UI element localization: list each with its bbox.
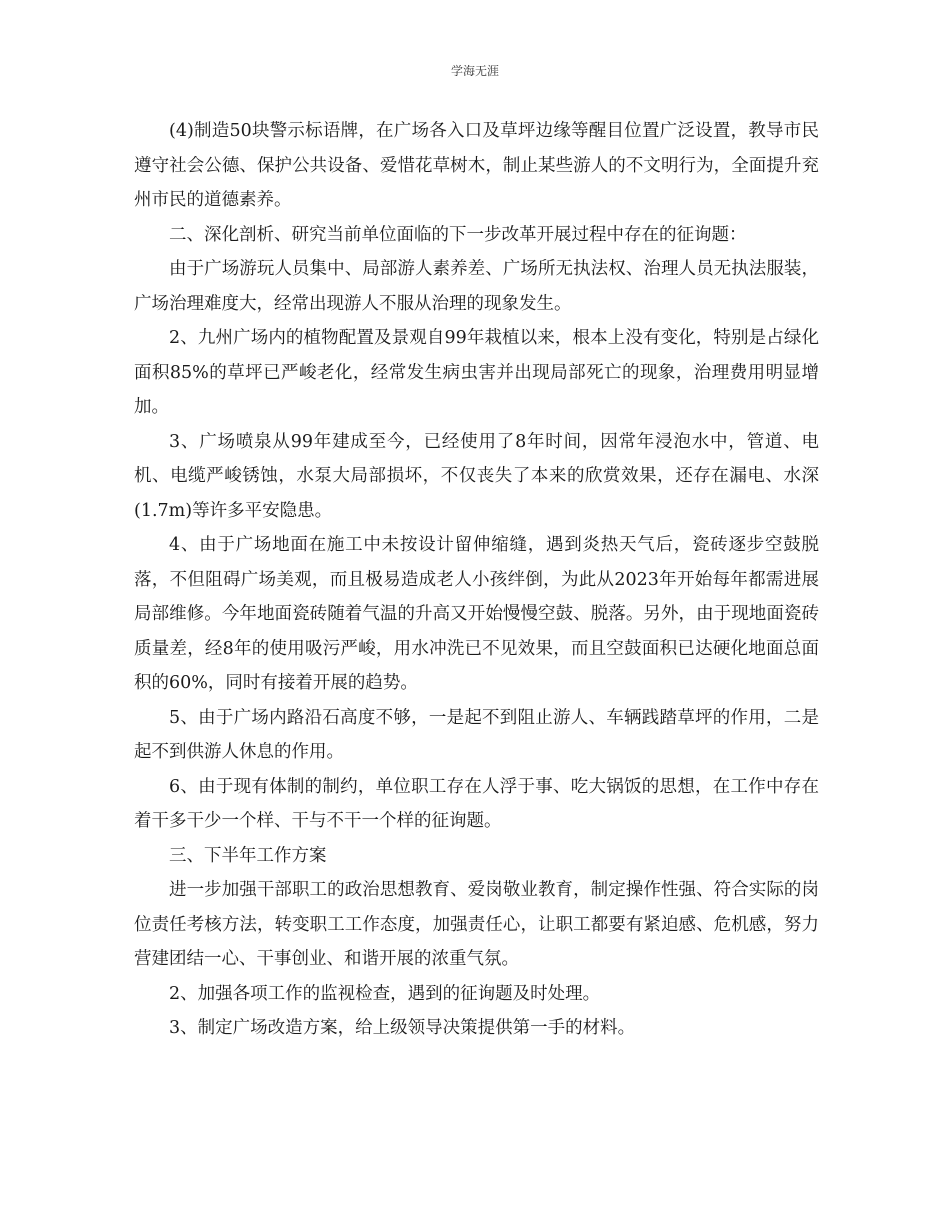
page-header: 学海无涯 [450,64,499,78]
paragraph-5: 5、由于广场内路沿石高度不够，一是起不到阻止游人、车辆践踏草坪的作用，二是起不到供游人休息的作用。 [134,707,819,762]
document-body [134,114,819,1046]
plan-paragraph-2: 2、加强各项工作的监视检查，遇到的征询题及时处理。 [169,983,601,1004]
plan-paragraph-3: 3、制定广场改造方案，给上级领导决策提供第一手的材料。 [169,1018,636,1038]
paragraph-3: 3、广场喷泉从99年建成至今，已经使用了8年时间，因常年浸泡水中，管道、电机、电缆严峻锈蚀，水泵大局部损坏，不仅丧失了本来的欣赏效果，还存在漏电、水深(1.7m)等许多平安隐患。 [134,431,819,521]
paragraph-2: 2、九州广场内的植物配置及景观自99年栽植以来，根本上没有变化，特别是占绿化面积85%的草坪已严峻老化，经常发生病虫害并出现局部死亡的现象，治理费用明显增加。 [134,328,819,417]
paragraph-1: 由于广场游玩人员集中、局部游人素养差、广场所无执法权、治理人员无执法服装，广场治理难度大，经常出现游人不服从治理的现象发生。 [134,259,819,314]
paragraph-4: 4、由于广场地面在施工中未按设计留伸缩缝，遇到炎热天气后，瓷砖逐步空鼓脱落，不但阻碍广场美观，而且极易造成老人小孩绊倒，为此从2023年开始每年都需进展局部维修。今年地面瓷砖随着气温的升高又开始慢慢空鼓、脱落。另外，由于现地面瓷砖质量差，经8年的使用吸污严峻，用水冲洗已不见效果，而且空鼓面积已达硬化地面总面积的60%，同时有接着开展的趋势。 [134,535,819,693]
section-heading-3: 三、下半年工作方案 [169,845,327,866]
section-heading-2: 二、深化剖析、研究当前单位面临的下一步改革开展过程中存在的征询题： [169,224,747,245]
plan-paragraph-1: 进一步加强干部职工的政治思想教育、爱岗敬业教育，制定操作性强、符合实际的岗位责任考核方法，转变职工工作态度，加强责任心，让职工都要有紧迫感、危机感，努力营建团结一心、干事创业、和谐开展的浓重气氛。 [134,880,819,969]
paragraph-item-4: (4)制造50块警示标语牌，在广场各入口及草坪边缘等醒目位置广泛设置，教导市民遵守社会公德、保护公共设备、爱惜花草树木，制止某些游人的不文明行为，全面提升兖州市民的道德素养。 [134,121,819,210]
paragraph-6: 6、由于现有体制的制约，单位职工存在人浮于事、吃大锅饭的思想，在工作中存在着干多干少一个样、干与不干一个样的征询题。 [134,776,819,831]
